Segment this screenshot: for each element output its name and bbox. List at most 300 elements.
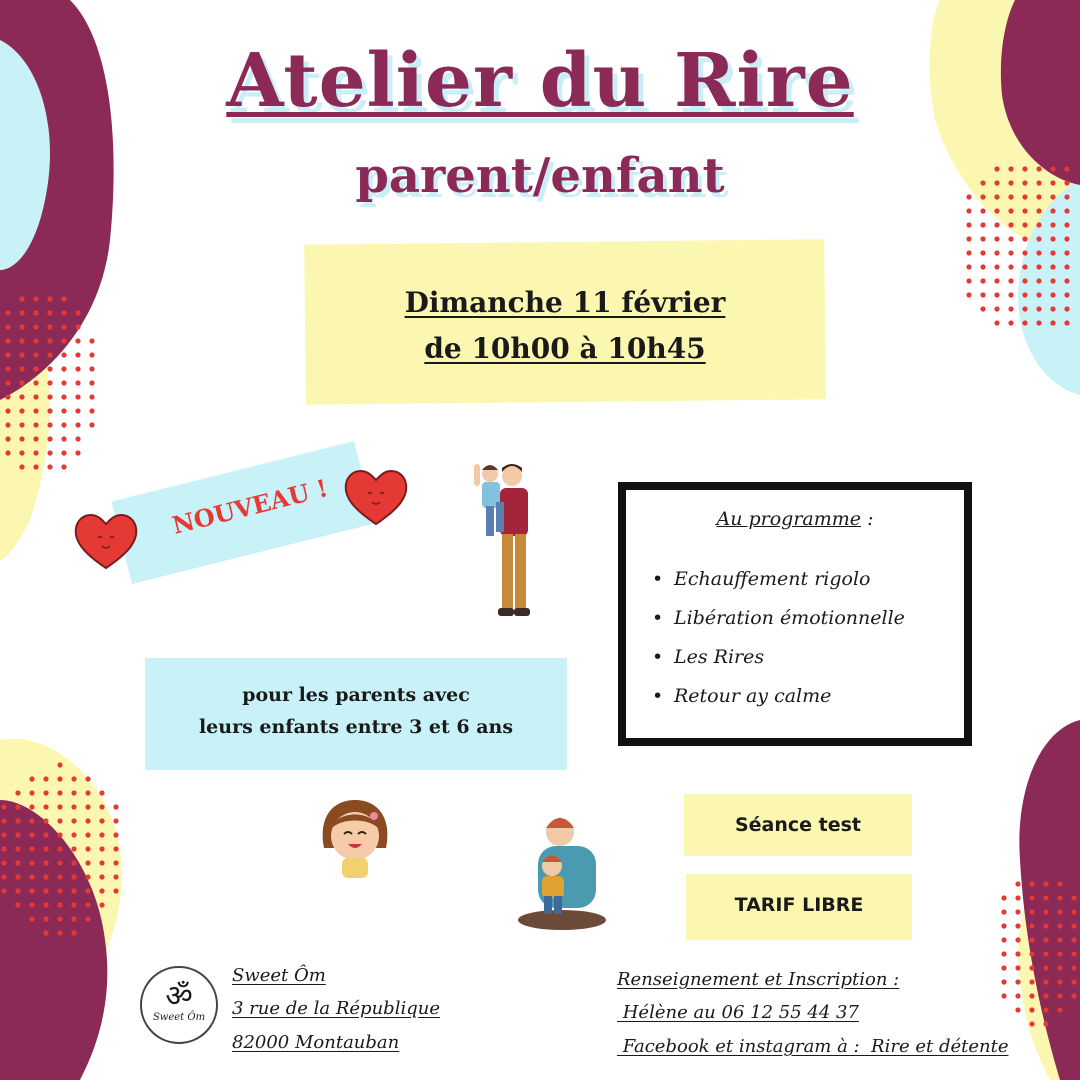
decor-dot <box>1036 264 1041 269</box>
decor-dot <box>29 776 34 781</box>
decor-dot <box>47 394 52 399</box>
decor-dot <box>1008 292 1013 297</box>
decor-dot <box>29 790 34 795</box>
decor-dot <box>5 450 10 455</box>
decor-dot <box>1029 909 1034 914</box>
audience-line-1: pour les parents avec <box>242 684 470 706</box>
decor-dot <box>5 436 10 441</box>
decor-dot <box>75 352 80 357</box>
decor-dot <box>15 818 20 823</box>
decor-dot <box>75 408 80 413</box>
decor-dot <box>113 888 118 893</box>
decor-dot <box>5 366 10 371</box>
decor-dot <box>1064 236 1069 241</box>
decor-dot <box>994 320 999 325</box>
decor-dot <box>1036 292 1041 297</box>
decor-dot <box>1050 208 1055 213</box>
heart-icon <box>342 466 410 528</box>
decor-dot <box>19 450 24 455</box>
decor-dot <box>1071 993 1076 998</box>
decor-dot <box>1071 909 1076 914</box>
decor-dot <box>1001 979 1006 984</box>
venue-street: 3 rue de la République <box>232 998 440 1019</box>
decor-dot <box>29 804 34 809</box>
decor-dot <box>29 888 34 893</box>
decor-dot <box>1008 222 1013 227</box>
girl-illustration <box>318 798 392 880</box>
decor-dot <box>1008 250 1013 255</box>
decor-dot <box>19 408 24 413</box>
decor-dot <box>61 352 66 357</box>
decor-dot <box>966 264 971 269</box>
decor-dot <box>1029 895 1034 900</box>
decor-dot <box>33 324 38 329</box>
decor-dot <box>994 264 999 269</box>
decor-dot <box>1015 937 1020 942</box>
decor-dot <box>15 902 20 907</box>
decor-dot <box>1022 236 1027 241</box>
decor-dot <box>1064 278 1069 283</box>
decor-dot <box>1064 222 1069 227</box>
decor-dot <box>1029 881 1034 886</box>
decor-dot <box>33 436 38 441</box>
decor-dot <box>29 860 34 865</box>
decor-dot <box>89 338 94 343</box>
decor-dot <box>57 874 62 879</box>
decor-dot <box>43 804 48 809</box>
decor-dot <box>1064 208 1069 213</box>
decor-dot <box>1029 1021 1034 1026</box>
decor-dot <box>15 832 20 837</box>
date-day: Dimanche 11 février <box>404 286 726 319</box>
decor-dot <box>1022 250 1027 255</box>
decor-dot <box>47 324 52 329</box>
decor-dot <box>1050 250 1055 255</box>
decor-dot <box>47 296 52 301</box>
decor-dot <box>1 832 6 837</box>
decor-dot <box>89 394 94 399</box>
decor-dot <box>57 804 62 809</box>
decor-dot <box>85 790 90 795</box>
decor-dot <box>1043 993 1048 998</box>
decor-dot <box>19 324 24 329</box>
decor-dot <box>61 310 66 315</box>
parent-carrying-child-illustration <box>466 462 540 620</box>
decor-dot <box>33 296 38 301</box>
decor-dot <box>1064 320 1069 325</box>
decor-dot <box>1 818 6 823</box>
decor-dot <box>99 818 104 823</box>
decor-dot <box>1022 222 1027 227</box>
decor-dot <box>43 818 48 823</box>
decor-dot <box>966 250 971 255</box>
decor-dot <box>99 846 104 851</box>
decor-dot <box>75 366 80 371</box>
decor-dot <box>71 888 76 893</box>
decor-dot <box>1043 1021 1048 1026</box>
decor-dot <box>19 422 24 427</box>
decor-dot <box>57 860 62 865</box>
decor-dot <box>1050 320 1055 325</box>
decor-dot <box>19 464 24 469</box>
decor-dot <box>61 296 66 301</box>
decor-dot <box>1015 951 1020 956</box>
decor-dot <box>29 874 34 879</box>
decor-dot <box>85 916 90 921</box>
decor-dot <box>71 930 76 935</box>
decor-dot <box>71 874 76 879</box>
decor-dot <box>1022 306 1027 311</box>
decor-dot <box>1 860 6 865</box>
decor-dot <box>1001 895 1006 900</box>
decor-dot <box>1 874 6 879</box>
decor-dot <box>994 250 999 255</box>
decor-dot <box>1022 292 1027 297</box>
decor-dot <box>113 846 118 851</box>
decor-dot <box>1071 979 1076 984</box>
decor-dot <box>19 394 24 399</box>
decor-dot <box>71 776 76 781</box>
decor-dot <box>1008 306 1013 311</box>
decor-dot <box>966 208 971 213</box>
decor-dot <box>61 338 66 343</box>
decor-dot <box>1036 208 1041 213</box>
decor-dot <box>33 394 38 399</box>
decor-dot <box>1057 1007 1062 1012</box>
decor-dot <box>43 874 48 879</box>
decor-dot <box>1043 923 1048 928</box>
decor-dot <box>5 352 10 357</box>
decor-dot <box>1022 208 1027 213</box>
decor-dot <box>89 408 94 413</box>
decor-dot <box>29 818 34 823</box>
decor-dot <box>43 832 48 837</box>
decor-dot <box>89 352 94 357</box>
decor-dot <box>33 450 38 455</box>
decor-dot <box>1001 937 1006 942</box>
decor-dot <box>85 874 90 879</box>
date-time: de 10h00 à 10h45 <box>424 332 706 365</box>
decor-dot <box>61 436 66 441</box>
decor-dot <box>43 888 48 893</box>
decor-dot <box>1008 236 1013 241</box>
decor-dot <box>1050 222 1055 227</box>
decor-dot <box>1 888 6 893</box>
decor-dot <box>33 408 38 413</box>
decor-dot <box>1064 250 1069 255</box>
decor-dot <box>1001 951 1006 956</box>
decor-dot <box>75 394 80 399</box>
decor-dot <box>1057 881 1062 886</box>
decor-dot <box>33 310 38 315</box>
decor-dot <box>980 222 985 227</box>
decor-dot <box>15 846 20 851</box>
decor-dot <box>1029 1007 1034 1012</box>
decor-dot <box>1050 306 1055 311</box>
decor-dot <box>1036 320 1041 325</box>
decor-dot <box>19 338 24 343</box>
decor-dot <box>99 804 104 809</box>
audience-line-2: leurs enfants entre 3 et 6 ans <box>198 716 514 738</box>
decor-dot <box>47 450 52 455</box>
decor-dot <box>43 902 48 907</box>
decor-dot <box>1015 1007 1020 1012</box>
decor-dot <box>5 380 10 385</box>
decor-dot <box>19 296 24 301</box>
decor-dot <box>75 422 80 427</box>
decor-dot <box>1043 979 1048 984</box>
decor-dot <box>1029 993 1034 998</box>
decor-dot <box>1057 993 1062 998</box>
decor-dot <box>1057 951 1062 956</box>
decor-dot <box>113 818 118 823</box>
decor-dot <box>57 762 62 767</box>
decor-dot <box>1036 222 1041 227</box>
decor-dot <box>1036 236 1041 241</box>
decor-dot <box>1022 320 1027 325</box>
audience-box <box>145 658 567 770</box>
decor-dot <box>966 292 971 297</box>
decor-dot <box>1036 278 1041 283</box>
decor-dot <box>15 874 20 879</box>
decor-dot <box>75 380 80 385</box>
decor-dot <box>5 338 10 343</box>
decor-dot <box>1071 895 1076 900</box>
decor-dot <box>980 236 985 241</box>
decor-dot <box>1015 993 1020 998</box>
decor-dot <box>89 422 94 427</box>
decor-dot <box>57 916 62 921</box>
decor-dot <box>980 250 985 255</box>
decor-dot <box>71 790 76 795</box>
programme-item: • Libération émotionnelle <box>652 607 905 629</box>
decor-dot <box>61 408 66 413</box>
decor-dot <box>29 916 34 921</box>
decor-dot <box>1050 292 1055 297</box>
decor-dot <box>1001 909 1006 914</box>
decor-dot <box>1029 923 1034 928</box>
decor-dot <box>85 776 90 781</box>
page-title: Atelier du Rire <box>226 38 854 124</box>
decor-dot <box>47 436 52 441</box>
decor-dot <box>29 902 34 907</box>
decor-dot <box>33 422 38 427</box>
decor-dot <box>99 888 104 893</box>
decor-dot <box>980 278 985 283</box>
decor-dot <box>47 408 52 413</box>
decor-dot <box>85 902 90 907</box>
decor-dot <box>1043 965 1048 970</box>
decor-dot <box>61 324 66 329</box>
decor-dot <box>1001 923 1006 928</box>
decor-dot <box>994 236 999 241</box>
decor-dot <box>75 436 80 441</box>
decor-dot <box>1057 937 1062 942</box>
decor-dot <box>1071 937 1076 942</box>
decor-dot <box>1015 923 1020 928</box>
venue-city: 82000 Montauban <box>232 1032 400 1053</box>
sweet-om-logo <box>140 966 218 1044</box>
decor-dot <box>1029 965 1034 970</box>
decor-dot <box>99 874 104 879</box>
decor-dot <box>71 902 76 907</box>
decor-dot <box>1057 979 1062 984</box>
decor-dot <box>75 450 80 455</box>
decor-dot <box>43 776 48 781</box>
price-label: TARIF LIBRE <box>734 894 864 916</box>
decor-dot <box>61 366 66 371</box>
decor-dot <box>89 380 94 385</box>
decor-dot <box>980 292 985 297</box>
decor-dot <box>75 338 80 343</box>
decor-dot <box>994 306 999 311</box>
decor-dot <box>43 930 48 935</box>
decor-dot <box>61 380 66 385</box>
decor-dot <box>61 450 66 455</box>
decor-dot <box>57 776 62 781</box>
decor-dot <box>1015 909 1020 914</box>
decor-dot <box>15 860 20 865</box>
decor-dot <box>61 422 66 427</box>
decor-dot <box>29 846 34 851</box>
decor-dot <box>57 846 62 851</box>
father-hugging-child-illustration <box>516 812 608 932</box>
decor-dot <box>71 804 76 809</box>
decor-dot <box>1043 1007 1048 1012</box>
decor-dot <box>47 352 52 357</box>
decor-dot <box>1071 951 1076 956</box>
decor-dot <box>1022 278 1027 283</box>
decor-dot <box>19 310 24 315</box>
decor-dot <box>19 366 24 371</box>
decor-dot <box>1036 250 1041 255</box>
decor-dot <box>1 846 6 851</box>
decor-dot <box>33 352 38 357</box>
decor-dot <box>1015 895 1020 900</box>
decor-dot <box>47 422 52 427</box>
decor-dot <box>33 338 38 343</box>
decor-dot <box>1071 965 1076 970</box>
decor-dot <box>85 846 90 851</box>
decor-dot <box>47 366 52 371</box>
decor-dot <box>1050 264 1055 269</box>
decor-dot <box>47 338 52 343</box>
decor-dot <box>5 310 10 315</box>
decor-dot <box>1015 965 1020 970</box>
decor-dot <box>57 790 62 795</box>
decor-dot <box>33 464 38 469</box>
decor-dot <box>19 436 24 441</box>
decor-dot <box>5 394 10 399</box>
session-label: Séance test <box>734 814 862 836</box>
om-symbol-icon: ॐ <box>165 979 193 1014</box>
logo-text: Sweet Ôm <box>152 1012 206 1023</box>
contact-phone: Hélène au 06 12 55 44 37 <box>617 1002 859 1023</box>
decor-dot <box>1036 306 1041 311</box>
decor-dot <box>47 464 52 469</box>
decor-dot <box>1029 979 1034 984</box>
decor-dot <box>75 310 80 315</box>
decor-dot <box>1064 292 1069 297</box>
decor-dot <box>1057 895 1062 900</box>
decor-dot <box>19 380 24 385</box>
decor-dot <box>15 790 20 795</box>
decor-dot <box>1008 320 1013 325</box>
contact-social: Facebook et instagram à : Rire et détente <box>617 1036 1009 1057</box>
decor-dot <box>85 818 90 823</box>
date-highlight-box <box>304 239 826 404</box>
decor-dot <box>15 804 20 809</box>
decor-dot <box>47 380 52 385</box>
decor-dot <box>994 278 999 283</box>
decor-dot <box>43 860 48 865</box>
decor-dot <box>75 324 80 329</box>
decor-dot <box>980 208 985 213</box>
page-subtitle: parent/enfant <box>355 148 725 204</box>
decor-dot <box>57 818 62 823</box>
decor-dot <box>1043 951 1048 956</box>
decor-dot <box>85 888 90 893</box>
decor-dot <box>966 222 971 227</box>
decor-dot <box>1057 965 1062 970</box>
decor-dot <box>5 324 10 329</box>
programme-item: • Les Rires <box>652 646 764 668</box>
decor-dot <box>85 860 90 865</box>
decor-dot <box>57 832 62 837</box>
decor-dot <box>15 888 20 893</box>
decor-dot <box>85 804 90 809</box>
decor-dot <box>966 236 971 241</box>
programme-item: • Retour ay calme <box>652 685 831 707</box>
decor-dot <box>5 408 10 413</box>
decor-dot <box>85 832 90 837</box>
decor-dot <box>5 422 10 427</box>
decor-dot <box>57 902 62 907</box>
contact-heading: Renseignement et Inscription : <box>617 969 900 990</box>
programme-item: • Echauffement rigolo <box>652 568 870 590</box>
decor-dot <box>980 306 985 311</box>
decor-dot <box>1015 979 1020 984</box>
decor-dot <box>1029 951 1034 956</box>
decor-dot <box>71 916 76 921</box>
decor-dot <box>1071 923 1076 928</box>
decor-dot <box>113 832 118 837</box>
decor-dot <box>57 888 62 893</box>
decor-dot <box>980 264 985 269</box>
decor-dot <box>1043 909 1048 914</box>
decor-dot <box>1043 937 1048 942</box>
decor-dot <box>1057 923 1062 928</box>
decor-dot <box>1064 306 1069 311</box>
decor-dot <box>1008 264 1013 269</box>
decor-dot <box>61 394 66 399</box>
decor-dot <box>47 310 52 315</box>
decor-dot <box>71 846 76 851</box>
decor-dot <box>1057 909 1062 914</box>
new-badge-label: NOUVEAU ! <box>169 473 331 540</box>
decor-dot <box>99 860 104 865</box>
decor-dot <box>1064 264 1069 269</box>
decor-dot <box>33 366 38 371</box>
decor-dot <box>1001 965 1006 970</box>
decor-dot <box>994 292 999 297</box>
decor-dot <box>61 464 66 469</box>
decor-dot <box>1001 993 1006 998</box>
decor-dot <box>43 846 48 851</box>
decor-dot <box>99 790 104 795</box>
decor-dot <box>966 278 971 283</box>
venue-name: Sweet Ôm <box>232 965 326 986</box>
